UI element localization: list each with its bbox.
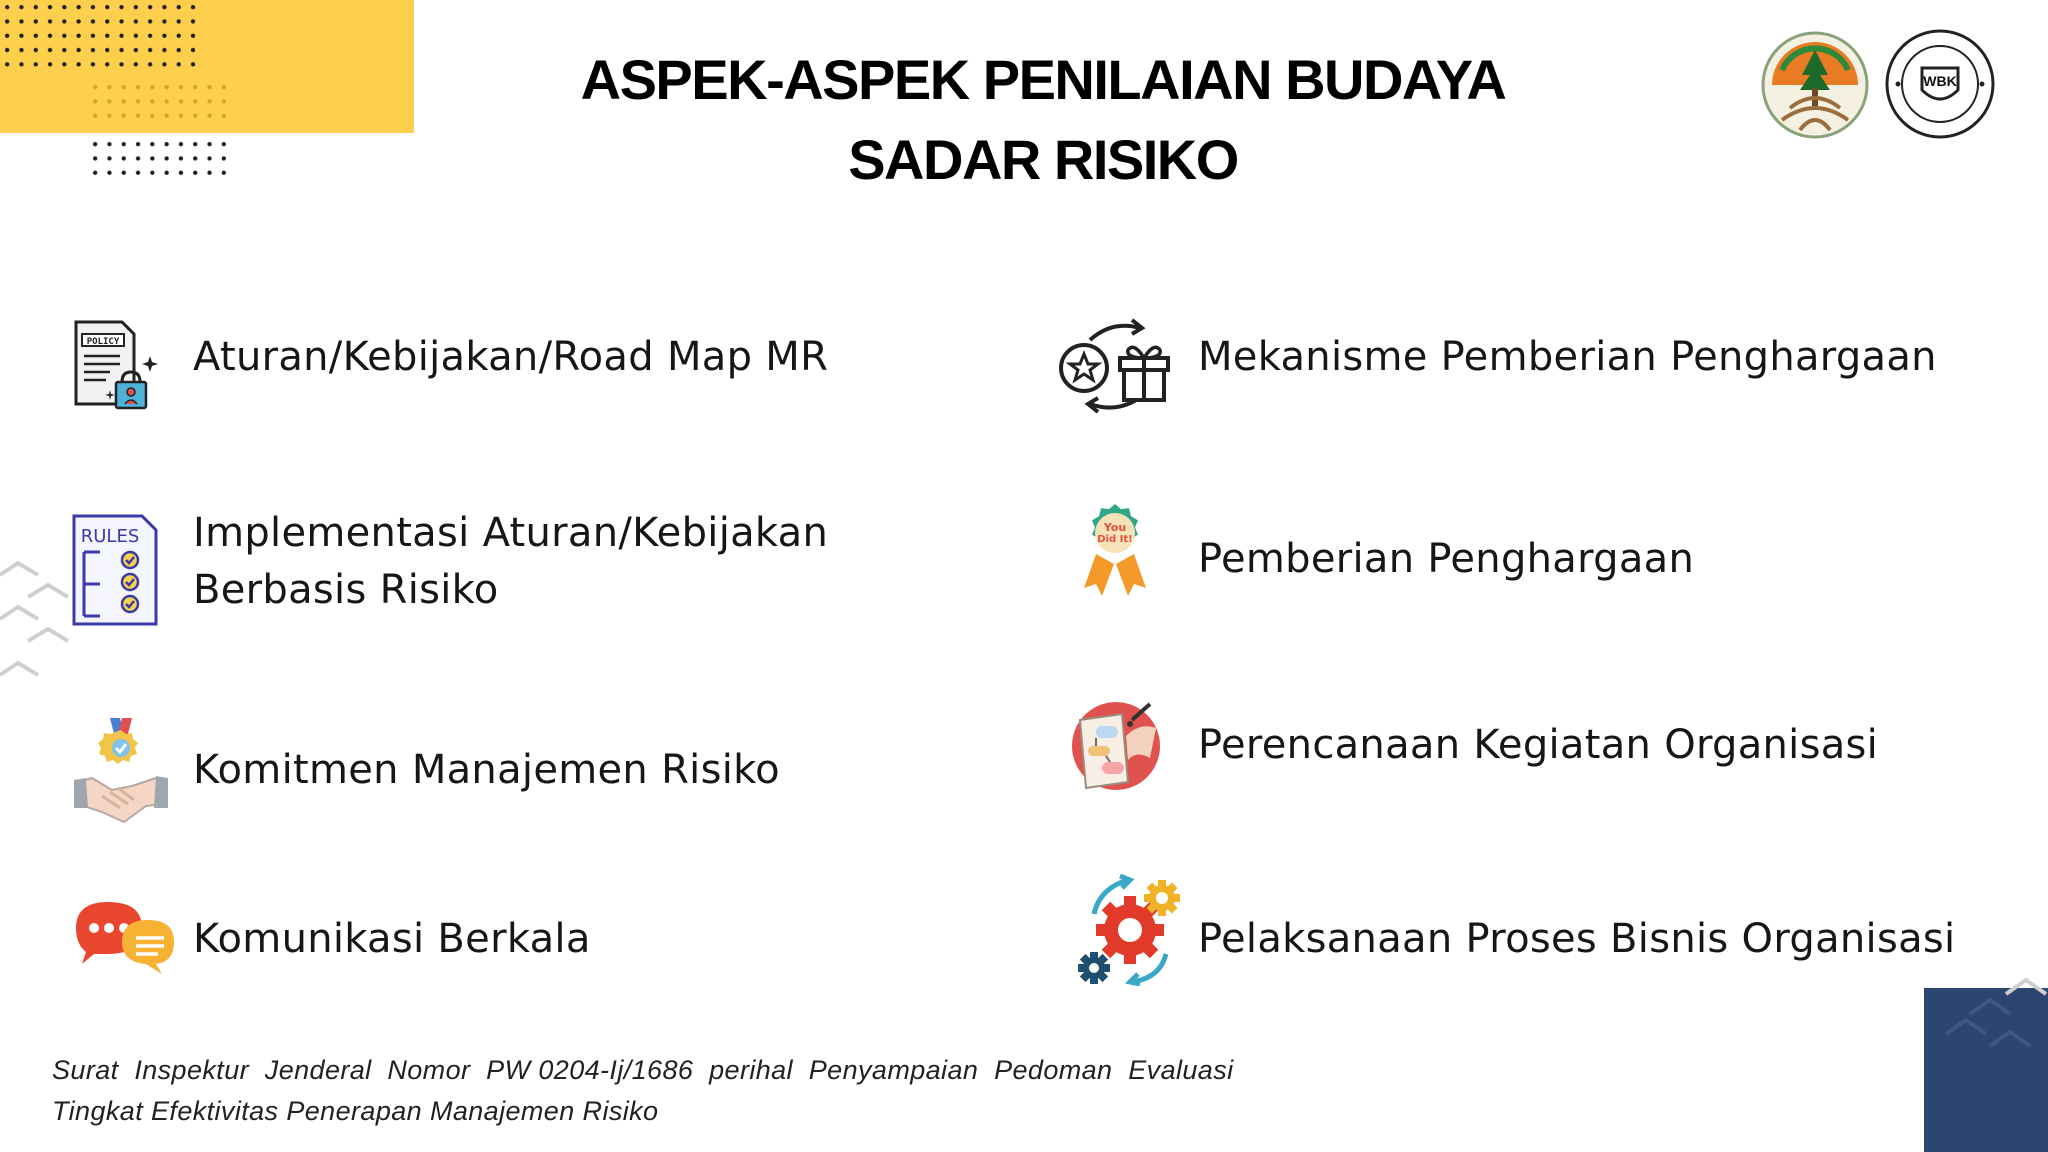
item-text-komitmen: Komitmen Manajemen Risiko <box>193 747 780 793</box>
footer-line-2: Tingkat Efektivitas Penerapan Manajemen Risiko <box>52 1096 659 1126</box>
gears-process-icon <box>1070 874 1190 986</box>
wbk-badge-icon <box>1884 28 1996 140</box>
ministry-logo-icon <box>1760 30 1870 140</box>
item-text-implementasi-line2: Berbasis Risiko <box>193 567 499 613</box>
wbk-badge-text: WBK <box>1923 73 1957 89</box>
item-text-aturan-kebijakan: Aturan/Kebijakan/Road Map MR <box>193 334 829 380</box>
decorative-chevrons-left <box>0 555 80 685</box>
award-badge-icon <box>1078 498 1152 598</box>
item-text-komunikasi: Komunikasi Berkala <box>193 916 591 962</box>
svg-text:POLICY: POLICY <box>86 337 120 347</box>
award-badge-text: You <box>1103 521 1127 534</box>
svg-text:RULES: RULES <box>80 526 140 547</box>
rules-checklist-icon <box>70 512 162 628</box>
handshake-award-icon <box>72 716 170 826</box>
item-text-pemberian: Pemberian Penghargaan <box>1198 536 1695 582</box>
chat-bubbles-icon <box>72 898 178 974</box>
footer-line-1: Surat Inspektur Jenderal Nomor PW 0204-Ij/1686 perihal Penyampaian Pedoman Evaluasi <box>52 1055 1234 1085</box>
title-line-2: SADAR RISIKO <box>848 128 1238 191</box>
item-text-implementasi-line1: Implementasi Aturan/Kebijakan <box>193 510 829 556</box>
planning-clipboard-icon <box>1066 700 1164 792</box>
page-title <box>0 40 2048 200</box>
policy-document-lock-icon <box>70 318 160 420</box>
item-text-perencanaan: Perencanaan Kegiatan Organisasi <box>1198 722 1879 768</box>
decorative-chevrons-right <box>1940 970 2048 1080</box>
item-text-mekanisme: Mekanisme Pemberian Penghargaan <box>1198 334 1937 380</box>
footer-reference <box>52 1050 1234 1132</box>
reward-cycle-icon <box>1056 318 1174 414</box>
title-line-1: ASPEK-ASPEK PENILAIAN BUDAYA <box>580 48 1506 111</box>
item-text-pelaksanaan: Pelaksanaan Proses Bisnis Organisasi <box>1198 916 1956 962</box>
svg-text:Did It!: Did It! <box>1097 534 1133 545</box>
